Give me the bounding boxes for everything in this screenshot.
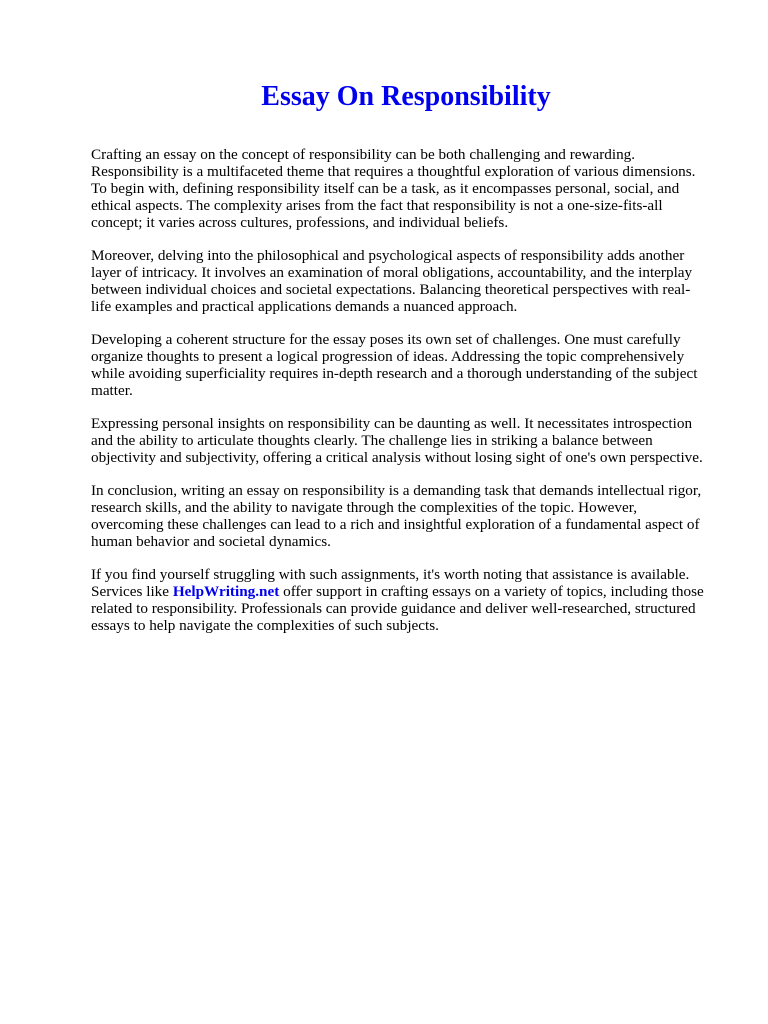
page-title: Essay On Responsibility [261,81,551,112]
text-line: Expressing personal insights on responsibility can be daunting as well. It necessitates introspection [91,415,693,432]
paragraph-6 [91,566,731,634]
text-line: ethical aspects. The complexity arises from the fact that responsibility is not a one-size-fits-all [91,197,663,214]
paragraph-1 [91,146,731,231]
paragraph-2 [91,247,731,315]
essay-body [91,146,731,650]
text-line: Responsibility is a multifaceted theme that requires a thoughtful exploration of various dimensions. [91,163,696,180]
text-line: concept; it varies across cultures, professions, and individual beliefs. [91,214,509,231]
text-line [91,583,731,600]
text-fragment: Services like [91,583,173,600]
text-line: organize thoughts to present a logical progression of ideas. Addressing the topic comprehensively [91,348,685,365]
text-line: To begin with, defining responsibility itself can be a task, as it encompasses personal, social, and [91,180,680,197]
text-line: life examples and practical applications demands a nuanced approach. [91,298,518,315]
text-line: Developing a coherent structure for the essay poses its own set of challenges. One must carefully [91,331,681,348]
text-line: layer of intricacy. It involves an examination of moral obligations, accountability, and the interplay [91,264,693,281]
text-line: matter. [91,382,133,399]
text-line: essays to help navigate the complexities of such subjects. [91,617,439,634]
text-line: and the ability to articulate thoughts clearly. The challenge lies in striking a balance between [91,432,653,449]
paragraph-5 [91,482,731,550]
helpwriting-link[interactable]: HelpWriting.net [172,583,280,600]
text-line: between individual choices and societal expectations. Balancing theoretical perspectives with real- [91,281,691,298]
text-line: Moreover, delving into the philosophical and psychological aspects of responsibility adds another [91,247,685,264]
text-line: objectivity and subjectivity, offering a critical analysis without losing sight of one's own perspective. [91,449,703,466]
text-line: In conclusion, writing an essay on responsibility is a demanding task that demands intellectual rigor, [91,482,702,499]
text-line: overcoming these challenges can lead to a rich and insightful exploration of a fundamental aspect of [91,516,700,533]
text-line: human behavior and societal dynamics. [91,533,331,550]
text-line: research skills, and the ability to navigate through the complexities of the topic. However, [91,499,637,516]
paragraph-4 [91,415,731,466]
text-line: Crafting an essay on the concept of responsibility can be both challenging and rewarding. [91,146,636,163]
text-line: related to responsibility. Professionals can provide guidance and deliver well-researched, structured [91,600,696,617]
text-line: while avoiding superficiality requires in-depth research and a thorough understanding of the subject [91,365,698,382]
text-line: If you find yourself struggling with such assignments, it's worth noting that assistance is available. [91,566,690,583]
text-fragment: offer support in crafting essays on a variety of topics, including those [279,583,704,600]
paragraph-3 [91,331,731,399]
